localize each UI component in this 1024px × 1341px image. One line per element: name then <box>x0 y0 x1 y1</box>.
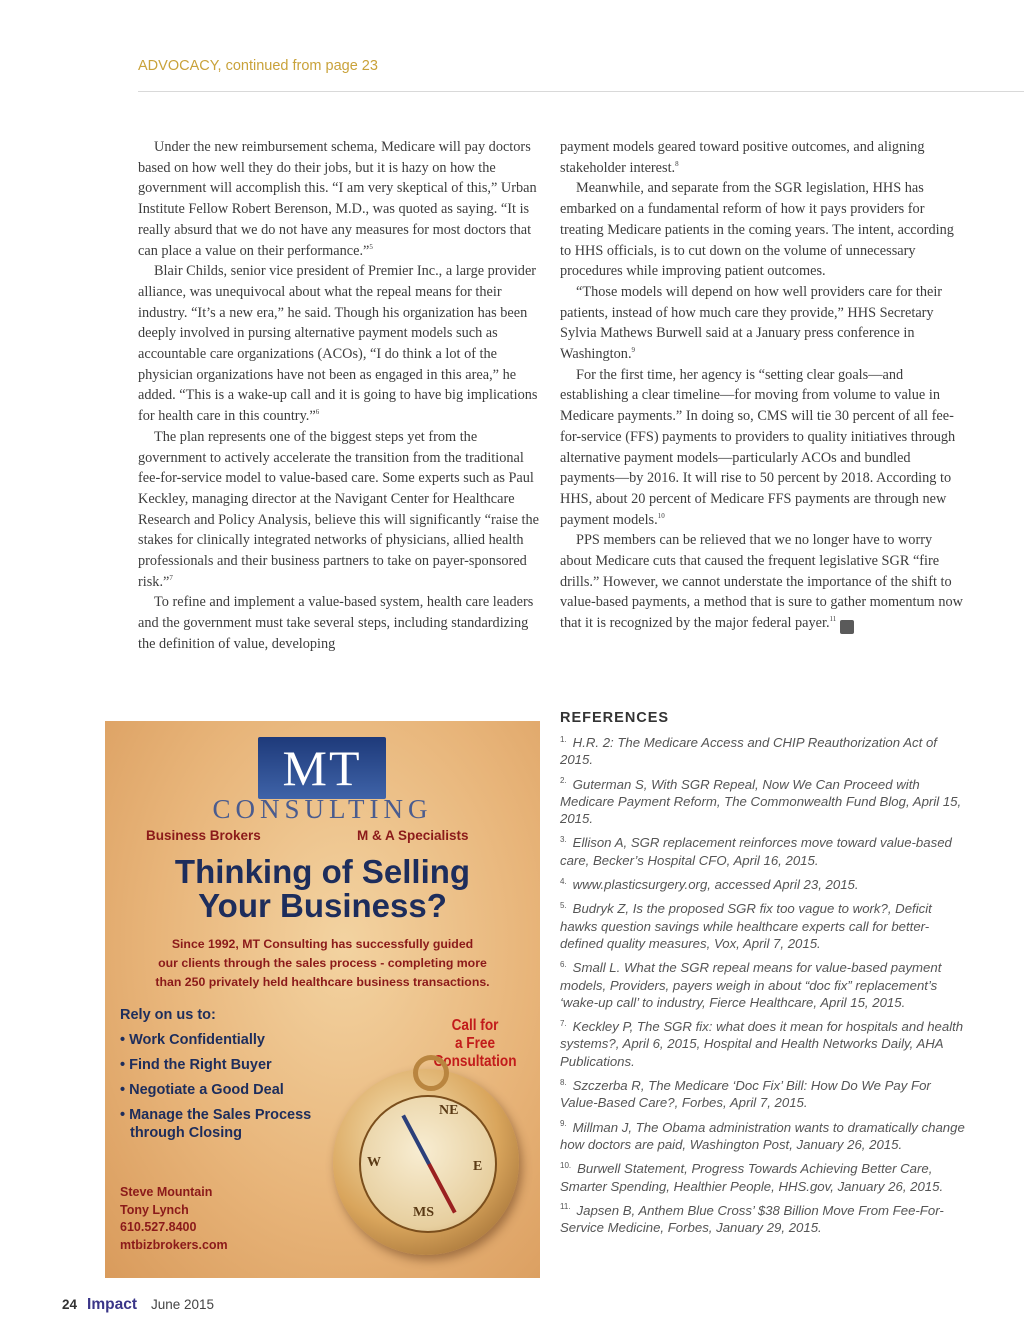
mt-logo: MT <box>258 737 386 799</box>
ad-intro-line: than 250 privately held healthcare business transactions. <box>155 975 490 989</box>
paragraph: The plan represents one of the biggest steps yet from the government to actively accelerate the transition from the traditional fee-for-service model to value-based care. Some experts such as Paul Keckley, managing director at the Navigant Center for Healthcare Research and Policy Analysis, believe this will significantly “raise the stakes for clinically integrated networks of physicians, allied health professionals and their business partners to take on payer-sponsored risk.”$^7$ <box>138 428 540 590</box>
reference-number: 11. <box>560 1202 571 1212</box>
ad-services-list <box>120 1031 345 1149</box>
compass-face: NE W E MS <box>359 1095 497 1233</box>
paragraph: Under the new reimbursement schema, Medicare will pay doctors based on how well they do their jobs, but it is hazy on how the government will accomplish this. “I am very skeptical of this,” Urban Institute Fellow Robert Berenson, M.D., was quoted as saying. “It is really absurd that we do not have any measures for most doctors that can place a value on their performance.”$^5$ <box>138 139 537 259</box>
reference-number: 7. <box>560 1018 567 1028</box>
ad-headline-line: Thinking of Selling <box>174 853 471 890</box>
reference-item <box>560 1202 966 1237</box>
article-end-icon: I <box>840 620 854 634</box>
reference-text: Keckley P, The SGR fix: what does it mean for hospitals and health systems?, April 6, 2015, Hospital and Health Networks Daily, AHA Publications. <box>560 1019 964 1069</box>
paragraph: payment models geared toward positive outcomes, and aligning stakeholder interest.$^8$ <box>560 139 925 176</box>
ad-call-line: Call for <box>451 1017 499 1034</box>
reference-number: 2. <box>560 776 567 786</box>
ad-contact-phone: 610.527.8400 <box>120 1220 197 1234</box>
reference-number: 4. <box>560 876 567 886</box>
compass-icon <box>333 1069 519 1255</box>
ad-call-line: Consultation <box>433 1053 517 1070</box>
reference-item <box>560 1119 966 1154</box>
article-left-column <box>138 137 542 655</box>
reference-item <box>560 1077 966 1112</box>
ad-contact-name: Tony Lynch <box>120 1202 189 1217</box>
header-divider <box>138 91 1024 92</box>
ad-business-brokers: Business Brokers <box>146 828 261 843</box>
article-right-column <box>560 137 964 634</box>
paragraph: PPS members can be relieved that we no longer have to worry about Medicare cuts that caused the frequent legislative SGR “fire drills.” However, we cannot understate the importance of the shift to value-based payments, a method that is sure to gather momentum now that it is recognized by the major federal payer.$^{11}$I <box>560 532 963 633</box>
reference-item <box>560 900 966 952</box>
reference-text: Burwell Statement, Progress Towards Achieving Better Care, Smarter Spending, Healthier People, HHS.gov, January 26, 2015. <box>560 1161 944 1194</box>
ad-contact-name: Steve Mountain <box>120 1185 213 1199</box>
ad-contact-info <box>120 1184 228 1254</box>
ad-contact-website: mtbizbrokers.com <box>120 1237 228 1252</box>
reference-item <box>560 776 966 828</box>
ad-intro-line: our clients through the sales process - completing more <box>158 956 487 970</box>
paragraph: “Those models will depend on how well providers care for their patients, instead of how much care they provide,” HHS Secretary Sylvia Mathews Burwell said at a January press conference in Washington.$^9$ <box>560 283 943 363</box>
reference-text: Small L. What the SGR repeal means for value-based payment models, Providers, payers weigh in about “doc fix” replacement’s ‘wake-up call’ to industry, Fierce Healthcare, April 15, 2015. <box>560 960 942 1010</box>
references-title: REFERENCES <box>560 710 670 726</box>
reference-item <box>560 959 966 1011</box>
ad-headline-line: Your Business? <box>198 887 447 924</box>
issue-date: June 2015 <box>151 1297 215 1312</box>
reference-number: 5. <box>560 900 567 910</box>
reference-item <box>560 734 966 769</box>
ad-service-item: • Manage the Sales Process through Closing <box>120 1107 312 1141</box>
ad-ma-specialists: M & A Specialists <box>357 828 469 843</box>
paragraph: For the first time, her agency is “setting clear goals—and establishing a clear timeline—for moving from volume to value in Medicare payments.” In doing so, CMS will tie 30 percent of all fee-for-service (FFS) payments to providers to quality initiatives through alternative payment models—particularly ACOs and bundled payments—by 2016. It will rise to 50 percent by 2018. According to HHS, about 20 percent of Medicare FFS payments are through new payment models.$^{10}$ <box>560 366 956 528</box>
ad-headline <box>105 855 540 923</box>
ad-service-item: • Negotiate a Good Deal <box>120 1082 284 1098</box>
paragraph: To refine and implement a value-based system, health care leaders and the government must take several steps, including standardizing the definition of value, developing <box>138 594 534 652</box>
ad-service-item: • Find the Right Buyer <box>120 1057 272 1073</box>
reference-text: Szczerba R, The Medicare ‘Doc Fix’ Bill: How Do We Pay For Value-Based Care?, Forbes, April 7, 2015. <box>560 1078 931 1111</box>
ad-intro <box>135 935 510 992</box>
reference-text: Ellison A, SGR replacement reinforces move toward value-based care, Becker’s Hospital CFO, April 16, 2015. <box>560 835 952 868</box>
reference-number: 1. <box>560 734 567 744</box>
reference-text: Japsen B, Anthem Blue Cross’ $38 Billion Move From Fee-For-Service Medicine, Forbes, January 29, 2015. <box>560 1202 944 1236</box>
compass-needle <box>401 1114 456 1213</box>
reference-number: 8. <box>560 1077 567 1087</box>
reference-text: www.plasticsurgery.org, accessed April 23, 2015. <box>572 877 859 893</box>
references-list <box>560 734 966 1236</box>
reference-item <box>560 1160 966 1195</box>
reference-item <box>560 1018 966 1070</box>
page-number: 24 <box>62 1297 78 1312</box>
reference-item <box>560 876 966 893</box>
page-footer <box>62 1296 214 1314</box>
reference-number: 9. <box>560 1119 567 1129</box>
ad-call-line: a Free <box>454 1035 496 1052</box>
mt-consulting-advertisement <box>105 721 540 1278</box>
compass-ring <box>413 1055 449 1091</box>
ad-intro-line: Since 1992, MT Consulting has successfully guided <box>171 937 474 951</box>
ad-service-item: • Work Confidentially <box>120 1032 265 1048</box>
reference-number: 10. <box>560 1160 572 1170</box>
reference-number: 6. <box>560 959 567 969</box>
paragraph: Blair Childs, senior vice president of Premier Inc., a large provider alliance, was unequivocal about what the repeal means for their industry. “It’s a new era,” he said. Though his organization has been deeply involved in pursing alternative payment models such as accountable care organizations (ACOs), “I do think a lot of the physician organizations have not been as engaged in this area,” he added. “This is a wake-up call and it is going to have big implications for health care in this country.”$^6$ <box>138 263 538 425</box>
reference-item <box>560 834 966 869</box>
ad-rely-heading: Rely on us to: <box>120 1007 216 1023</box>
ad-consulting-wordmark: CONSULTING <box>212 794 433 824</box>
references-section <box>560 710 966 1243</box>
reference-number: 3. <box>560 835 567 845</box>
reference-text: H.R. 2: The Medicare Access and CHIP Reauthorization Act of 2015. <box>560 735 937 768</box>
continued-from-label: ADVOCACY, continued from page 23 <box>138 58 378 74</box>
reference-text: Millman J, The Obama administration wants to dramatically change how doctors are paid, Washington Post, January 26, 2015. <box>560 1119 965 1152</box>
reference-text: Guterman S, With SGR Repeal, Now We Can Proceed with Medicare Payment Reform, The Commonwealth Fund Blog, April 15, 2015. <box>560 776 962 827</box>
paragraph: Meanwhile, and separate from the SGR legislation, HHS has embarked on a fundamental reform of how it pays providers for treating Medicare patients in the coming years. The intent, according to HHS officials, is to cut down on the volume of unnecessary procedures while improving patient outcomes. <box>560 180 954 280</box>
magazine-brand: Impact <box>87 1296 137 1313</box>
reference-text: Budryk Z, Is the proposed SGR fix too vague to work?, Deficit hawks question savings while healthcare experts call for better-defined quality measures, Vox, April 7, 2015. <box>560 901 932 951</box>
